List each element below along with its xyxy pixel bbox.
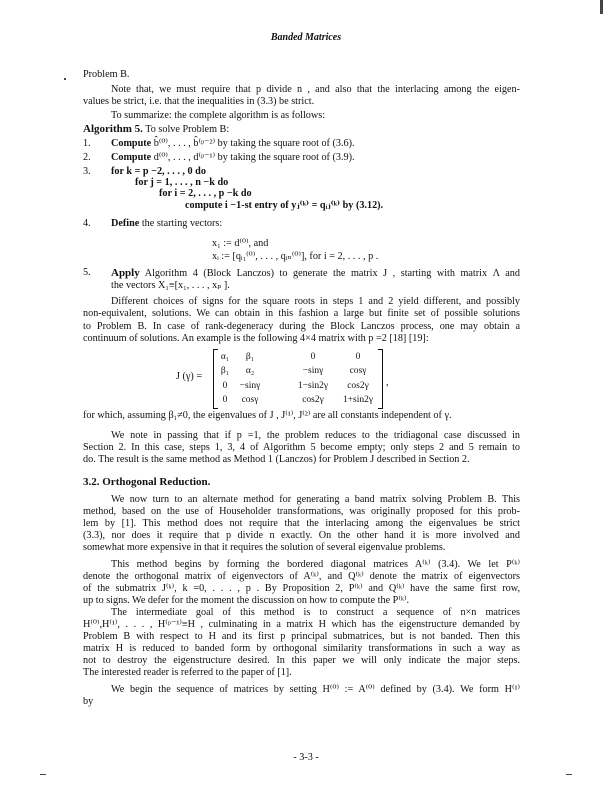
text-line: The intermediate goal of this method is to construct a sequence of n×n matrices (111, 607, 520, 618)
text-line: We begin the sequence of matrices by setting H⁽⁰⁾ := A⁽⁰⁾ defined by (3.4). We form H⁽¹⁾ (111, 684, 520, 695)
text-line: by (83, 696, 94, 707)
text-line: (3.3), nor does it require that p divide n exactly. On the other hand it is more involved and (83, 530, 520, 541)
scan-speck (64, 78, 66, 80)
text-line: Section 2. In this case, steps 1, 3, 4 of Algorithm 5 become empty; only steps 2 and 5 remain to (83, 442, 520, 453)
matrix-cell: β₁ (245, 352, 255, 362)
running-header: Banded Matrices (270, 32, 342, 43)
text-line: for which, assuming β₁≠0, the eigenvalues of J , J⁽¹⁾, J⁽²⁾ are all constants independent of γ. (83, 410, 452, 421)
algorithm-heading (83, 123, 229, 136)
matrix-cell: α₂ (245, 366, 255, 376)
text-line: This method begins by forming the bordered diagonal matrices A⁽ᵏ⁾ (3.4). We let P⁽ᵏ⁾ (111, 559, 520, 570)
equation-line: x₁ := d⁽⁰⁾, and (212, 238, 269, 249)
step-number: 4. (83, 218, 91, 229)
step-keyword: Apply (111, 267, 140, 279)
step-keyword: Define (111, 218, 140, 229)
matrix-cell: 0 (310, 352, 316, 362)
scan-mark (600, 0, 603, 14)
algorithm-step (83, 152, 523, 164)
step-text: Algorithm 4 (Block Lanczos) to generate the matrix J , starting with matrix Λ and (144, 268, 520, 279)
step-keyword: Compute (111, 138, 152, 149)
text-line: non-equivalent, solutions. We can obtain in this fashion a large but finite set of possible solutions (83, 308, 520, 319)
matrix-cell: −sinγ (302, 366, 324, 376)
step-text: the starting vectors: (141, 218, 223, 229)
scan-speck (566, 774, 572, 775)
step-number: 2. (83, 152, 91, 163)
text-line: To summarize: the complete algorithm is as follows: (111, 110, 326, 121)
section-heading: 3.2. Orthogonal Reduction. (83, 476, 211, 488)
problem-label: Problem B. (83, 69, 130, 80)
step-text: d⁽⁰⁾, . . . , d⁽ᵖ⁻¹⁾ by taking the square root of (3.9). (153, 152, 355, 163)
loop-line: compute i −1-st entry of yⱼ⁽ᵏ⁾ = qᵢⱼ⁽ᵏ⁾ by (3.12). (185, 200, 384, 211)
text-line: We note in passing that if p =1, the problem reduces to the tridiagonal case discussed in (111, 430, 520, 441)
text-line: method, based on the use of Householder transformations, was originally proposed for this prob- (83, 506, 520, 517)
text-line: up to signs. We defer for the moment the discussion on how to compute the P⁽ᵏ⁾. (83, 595, 410, 606)
algorithm-subtitle: To solve Problem B: (145, 124, 230, 135)
loop-line: for i = 2, . . . , p −k do (159, 188, 252, 199)
text-line: do. The result is the same method as Method 1 (Lanczos) for Problem J described in Section 2. (83, 454, 470, 465)
matrix-cell: 1−sin2γ (297, 381, 329, 391)
text-line: H⁽⁰⁾,H⁽¹⁾, . . . , H⁽ᵖ⁻¹⁾≡H , culminating in a matrix H which has the eigenstructure demanded by (83, 619, 520, 630)
equation-line: xᵢ := [qᵢ₁⁽⁰⁾, . . . , qᵢₙ⁽⁰⁾], for i = 2, . . . , p . (212, 251, 379, 262)
matrix-cell: cos2γ (347, 381, 369, 391)
text-line: Problem B with respect to H and its first p principal submatrices, but is not banded. Then this (83, 631, 520, 642)
algorithm-step (83, 218, 523, 230)
matrix-cell: cosγ (241, 395, 259, 405)
matrix-trailing-comma: , (386, 377, 389, 388)
matrix-cell: 0 (222, 395, 228, 405)
algorithm-step (83, 138, 523, 150)
text-line: to Problem B. In case of rank-degeneracy during the Block Lanczos process, one may obtain a (83, 321, 520, 332)
text-line: continuum of solutions. An example is the following 4×4 matrix with p =2 [18] [19]: (83, 333, 429, 344)
matrix-cell: 1+sin2γ (342, 395, 374, 405)
matrix-cell: cos2γ (302, 395, 324, 405)
text-line: lem by [1]. This method does not require that the interlacing among the eigenvalues be strict (83, 518, 520, 529)
page-number: - 3-3 - (293, 752, 319, 763)
scan-speck (40, 774, 46, 775)
matrix-lhs: J (γ) = (176, 371, 203, 382)
text-line: We now turn to an alternate method for generating a band matrix solving Problem B. This (111, 494, 520, 505)
step-number: 5. (83, 267, 91, 278)
step-text: the vectors X₁≡[x₁, . . . , xₚ ]. (111, 280, 230, 291)
text-line: matrix H is reduced to banded form by orthogonal similarity transformations in such a way as (83, 643, 520, 654)
text-line: of the submatrix J⁽ᵏ⁾, k =0, . . . , p . By Proposition 2, P⁽ᵏ⁾ and Q⁽ᵏ⁾ have the same first row, (83, 583, 520, 594)
text-line: values be strict, i.e. that the inequalities in (3.3) be strict. (83, 96, 315, 107)
text-line: Note that, we must require that p divide n , and also that the interlacing among the eigen- (111, 84, 520, 95)
text-line: denote the orthogonal matrix of eigenvectors of A⁽ᵏ⁾, and Q⁽ᵏ⁾ denote the matrix of eigenvectors (83, 571, 520, 582)
text-line: somewhat more expensive in that it requires the solution of several eigenvalue problems. (83, 542, 446, 553)
loop-line: for k = p −2, . . . , 0 do (111, 166, 206, 177)
algorithm-title: Algorithm 5. (83, 123, 143, 135)
matrix-j-gamma (213, 349, 383, 409)
matrix-cell: cosγ (349, 366, 367, 376)
step-text: b̂⁽⁰⁾, . . . , b̂⁽ᵖ⁻²⁾ by taking the square root of (3.6). (153, 138, 355, 149)
matrix-cell: −sinγ (239, 381, 261, 391)
text-line: not to destroy the eigenstructure desired. In this paper we will only indicate the major steps. (83, 655, 520, 666)
loop-line: for j = 1, . . . , n −k do (135, 177, 229, 188)
matrix-cell: α₁ (220, 352, 230, 362)
algorithm-step (83, 267, 523, 279)
step-number: 1. (83, 138, 91, 149)
step-number: 3. (83, 166, 91, 177)
matrix-cell: 0 (222, 381, 228, 391)
matrix-cell: β₁ (220, 366, 230, 376)
matrix-cell: 0 (355, 352, 361, 362)
text-line: Different choices of signs for the square roots in steps 1 and 2 yield different, and possibly (111, 296, 520, 307)
text-line: The interested reader is referred to the paper of [1]. (83, 667, 292, 678)
step-keyword: Compute (111, 152, 152, 163)
